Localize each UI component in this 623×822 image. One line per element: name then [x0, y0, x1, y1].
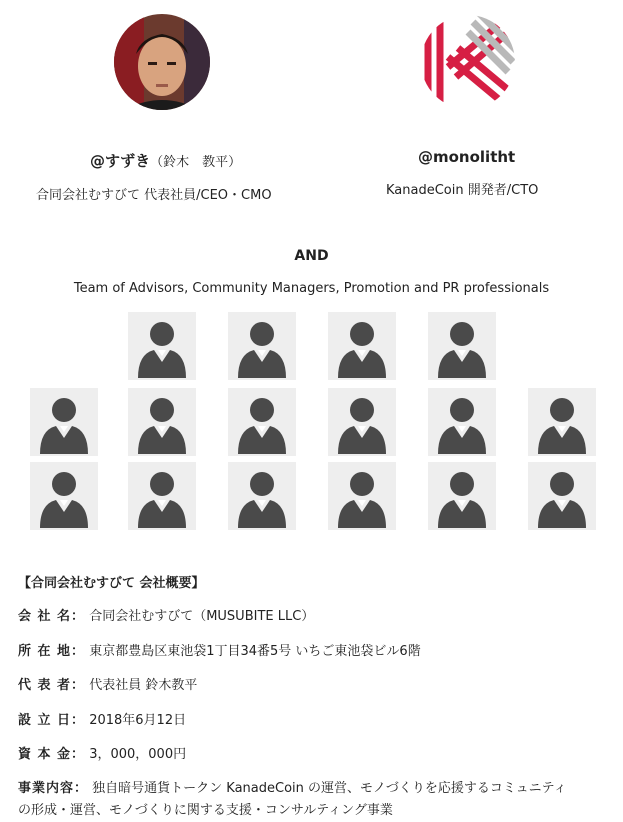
row-value: 2018年6月12日 [89, 713, 187, 728]
row-value: 合同会社むすびて（MUSUBITE LLC） [89, 609, 315, 624]
avatar-suzuki [114, 14, 210, 110]
person-silhouette-icon [328, 462, 396, 530]
person-silhouette-icon [328, 312, 396, 380]
company-row-capital [18, 743, 186, 762]
company-row-representative [18, 674, 197, 693]
team-caption: Team of Advisors, Community Managers, Promotion and PR professionals [73, 281, 550, 296]
member-handle-suzuki [90, 150, 241, 171]
row-value: 3，000，000円 [89, 747, 187, 762]
person-silhouette-icon [528, 462, 596, 530]
company-row-address [18, 640, 421, 659]
row-key: 会 社 名： [18, 609, 86, 624]
handle-text: @すずき [90, 152, 151, 170]
row-value: 代表社員 鈴木教平 [89, 678, 198, 693]
person-silhouette-icon [228, 312, 296, 380]
row-value: 独自暗号通貨トークン KanadeCoin の運営、モノづくりを応援するコミュニティ [92, 781, 567, 796]
person-silhouette-icon [528, 388, 596, 456]
kanadecoin-logo [418, 12, 518, 112]
company-row-name [18, 605, 314, 624]
person-silhouette-icon [328, 388, 396, 456]
row-key: 設 立 日： [18, 713, 86, 728]
row-key: 代 表 者： [18, 678, 86, 693]
member-role-monolitht: KanadeCoin 開発者/CTO [386, 183, 539, 198]
person-silhouette-icon [228, 462, 296, 530]
person-silhouette-icon [30, 462, 98, 530]
company-row-business-cont: の形成・運営、モノづくりに関する支援・コンサルティング事業 [18, 803, 393, 818]
member-role-suzuki: 合同会社むすびて 代表社員/CEO・CMO [36, 188, 272, 203]
company-heading: 【合同会社むすびて 会社概要】 [18, 576, 205, 591]
person-silhouette-icon [428, 388, 496, 456]
company-row-founded [18, 709, 186, 728]
row-key: 資 本 金： [18, 747, 86, 762]
person-silhouette-icon [128, 312, 196, 380]
person-silhouette-icon [428, 462, 496, 530]
row-value: 東京都豊島区東池袋1丁目34番5号 いちご東池袋ビル6階 [89, 644, 421, 659]
person-silhouette-icon [128, 462, 196, 530]
company-row-business [18, 777, 567, 796]
person-silhouette-icon [30, 388, 98, 456]
handle-name-note: （鈴木 教平） [150, 155, 242, 170]
person-silhouette-icon [128, 388, 196, 456]
and-label: AND [294, 248, 329, 264]
person-silhouette-icon [228, 388, 296, 456]
row-key: 所 在 地： [18, 644, 86, 659]
member-handle-monolitht: @monolitht [418, 148, 516, 166]
person-silhouette-icon [428, 312, 496, 380]
row-key: 事業内容： [18, 781, 89, 796]
